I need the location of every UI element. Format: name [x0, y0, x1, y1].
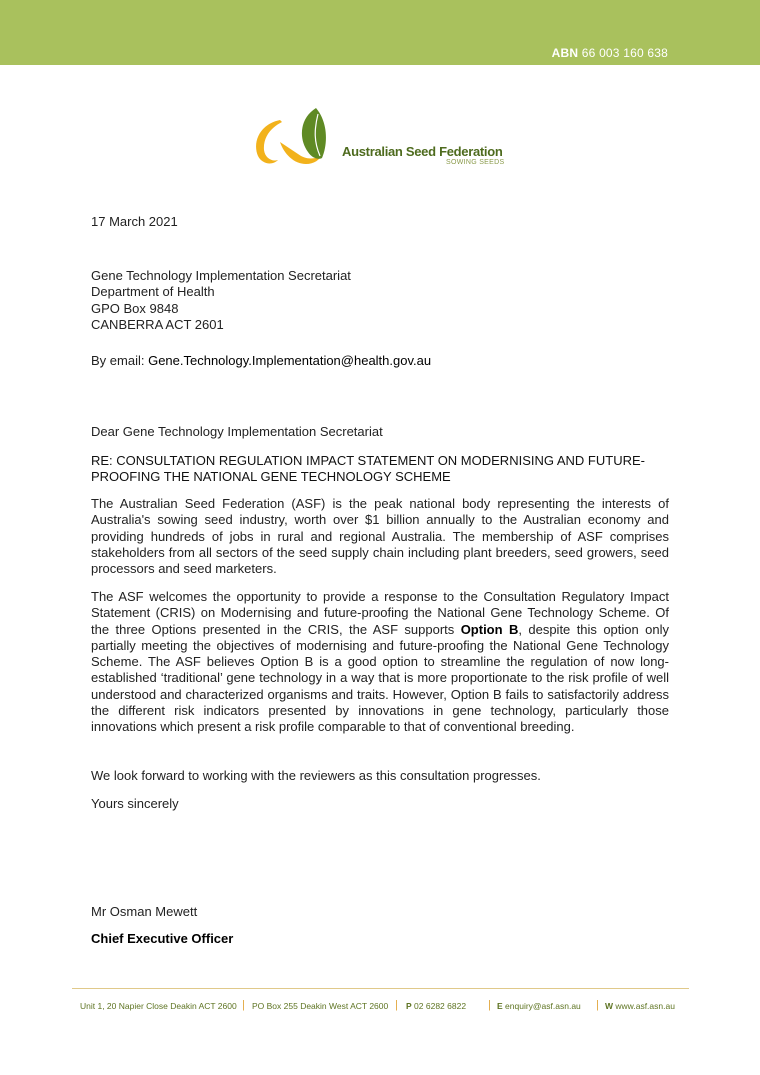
footer-web-link[interactable]: www.asf.asn.au: [615, 1001, 675, 1011]
email-label: By email:: [91, 353, 149, 368]
letter-date: 17 March 2021: [91, 214, 178, 229]
footer-separator: |: [596, 999, 599, 1011]
subject-line: RE: CONSULTATION REGULATION IMPACT STATEMENT ON MODERNISING AND FUTURE-PROOFING THE NATIONAL GENE TECHNOLOGY SCHEME: [91, 453, 645, 485]
closing: Yours sincerely: [91, 796, 179, 811]
address-line: Gene Technology Implementation Secretariat: [91, 268, 351, 283]
recipient-address: [91, 268, 351, 333]
footer-web-label: W: [605, 1001, 614, 1011]
abn-number: 66 003 160 638: [581, 46, 668, 60]
footer-po-box: PO Box 255 Deakin West ACT 2600: [252, 1001, 389, 1011]
footer-email-link[interactable]: enquiry@asf.asn.au: [505, 1001, 581, 1011]
paragraph-response-part2: , despite this option only partially meeting the objectives of modernising and future-proofing the National Gene Technology Scheme. The ASF believes Option B is a good option to streamline the regulation of now long-established ‘traditional’ gene technology in a way that is more proportionate to the risk profile of well understood and characterized organisms and traits. However, Option B fails to satisfactorily address the different risk indicators presented by innovations in gene technology, particularly those innovations which present a risk profile comparable to that of conventional breeding.: [91, 621, 669, 735]
signer-name: Mr Osman Mewett: [91, 904, 198, 919]
header-bar: [0, 0, 760, 65]
asf-logo: [250, 102, 520, 176]
address-line: Department of Health: [91, 284, 215, 300]
signer-title: Chief Executive Officer: [91, 931, 234, 946]
logo-tagline: SOWING SEEDS: [446, 159, 505, 166]
salutation: Dear Gene Technology Implementation Secretariat: [91, 424, 383, 439]
footer-phone-label: P: [406, 1001, 412, 1011]
abn-label: ABN: [551, 46, 579, 60]
address-line: CANBERRA ACT 2601: [91, 316, 224, 332]
paragraph-intro: The Australian Seed Federation (ASF) is the peak national body representing the interests of Australia's sowing seed industry, worth over $1 billion annually to the Australian economy and providing hundreds of jobs in rural and regional Australia. The membership of ASF comprises stakeholders from all sectors of the seed supply chain including plant breeders, seed growers, seed processors and seed marketers.: [91, 496, 669, 577]
paragraph-response-part1: The ASF welcomes the opportunity to provide a response to the Consultation Regulatory Impact Statement (CRIS) on Modernising and future-proofing the National Gene Technology Scheme. Of the three Options presented in the CRIS, the ASF supports: [91, 589, 669, 637]
paragraph-closing: We look forward to working with the reviewers as this consultation progresses.: [91, 768, 541, 783]
footer-separator: |: [242, 999, 245, 1011]
email-line: [91, 353, 431, 369]
address-line: GPO Box 9848: [91, 300, 179, 316]
logo-name: Australian Seed Federation: [342, 144, 503, 159]
abn: [552, 46, 668, 60]
footer-email-label: E: [497, 1001, 503, 1011]
footer-separator: |: [395, 999, 398, 1011]
email-address-link[interactable]: Gene.Technology.Implementation@health.gov.au: [148, 353, 432, 368]
footer-divider: [72, 988, 689, 989]
footer-separator: |: [488, 999, 491, 1011]
footer-phone: 02 6282 6822: [414, 1001, 467, 1011]
footer-address: Unit 1, 20 Napier Close Deakin ACT 2600: [80, 1001, 237, 1011]
option-b-emphasis: Option B: [460, 621, 519, 637]
paragraph-response: [91, 589, 669, 736]
seed-logo-icon: [250, 102, 342, 176]
